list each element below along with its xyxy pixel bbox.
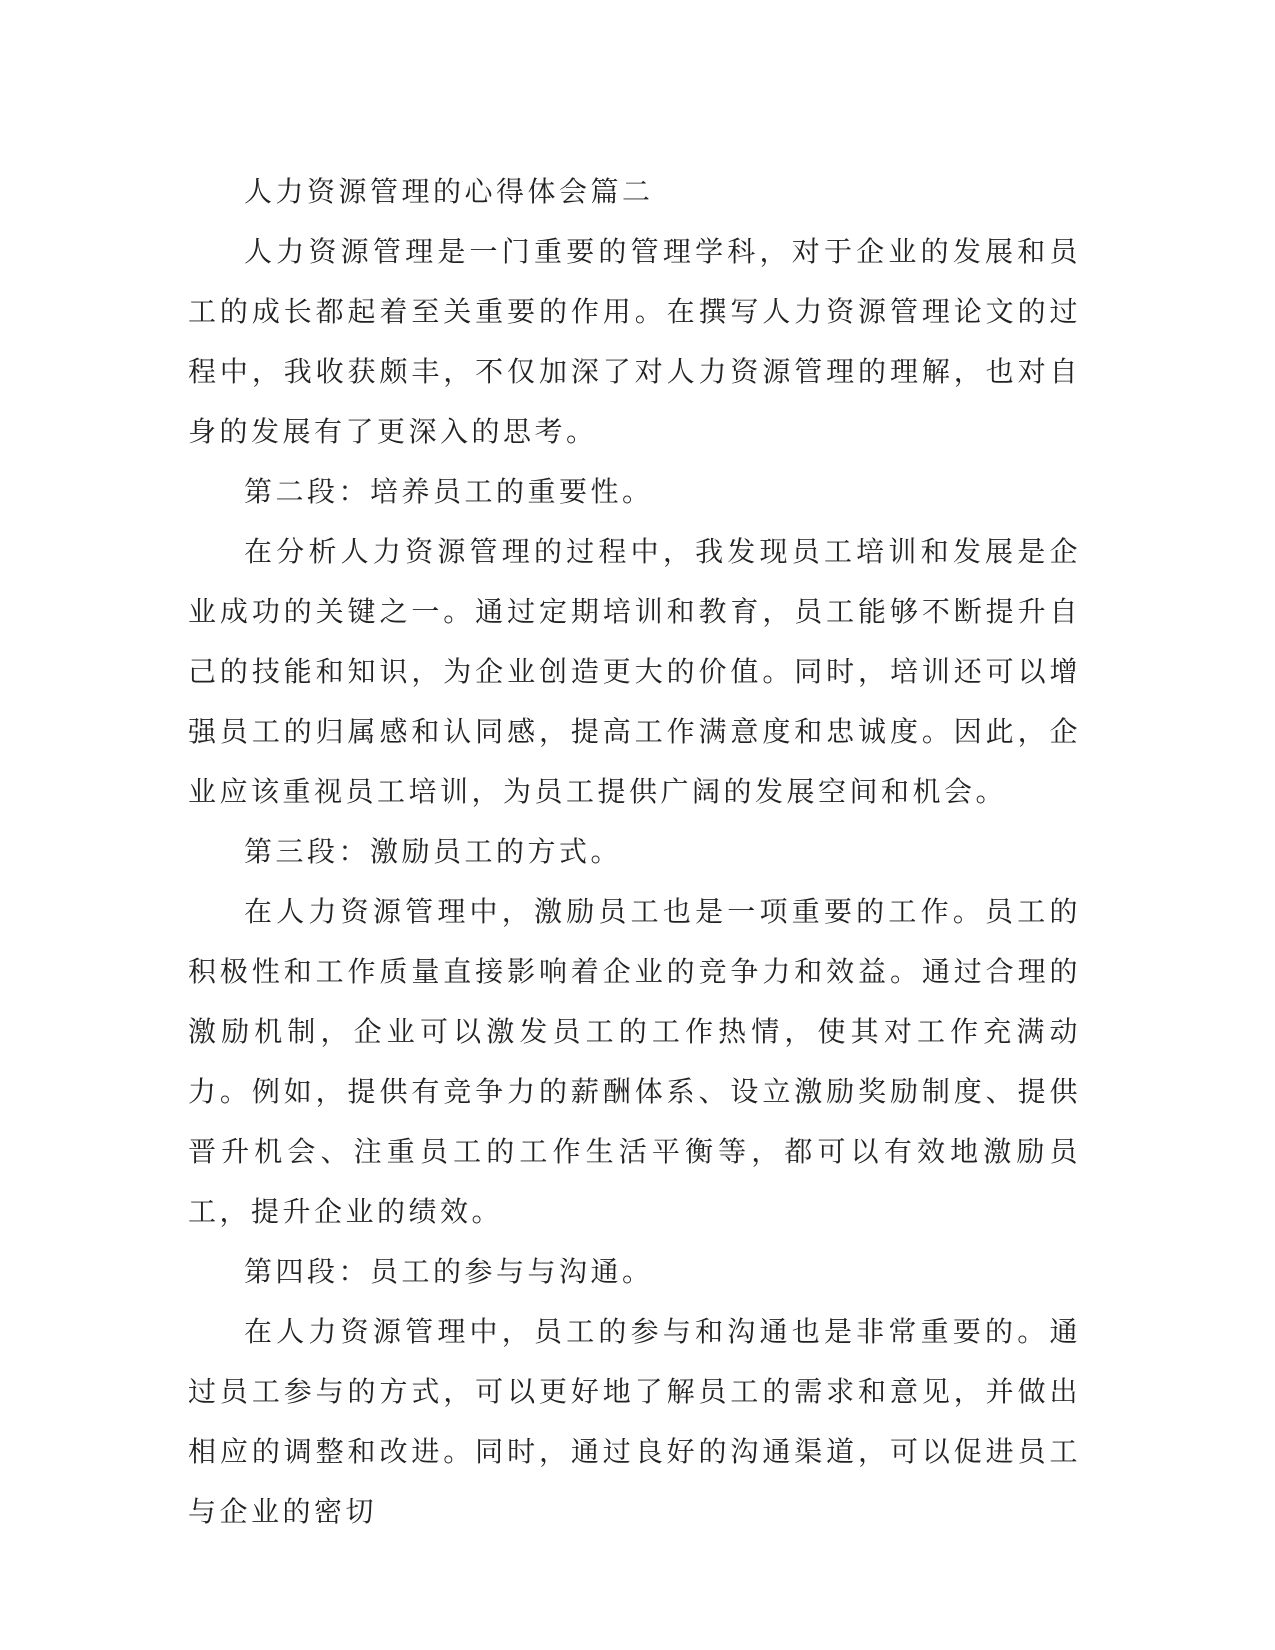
- section-heading-3: 第三段：激励员工的方式。: [244, 835, 623, 868]
- paragraph-intro: 人力资源管理是一门重要的管理学科，对于企业的发展和员工的成长都起着至关重要的作用。在撰写人力资源管理论文的过程中，我收获颇丰，不仅加深了对人力资源管理的理解，也对自身的发展有了更深入的思考。: [188, 235, 1081, 448]
- paragraph-motivation: 在人力资源管理中，激励员工也是一项重要的工作。员工的积极性和工作质量直接影响着企业的竞争力和效益。通过合理的激励机制，企业可以激发员工的工作热情，使其对工作充满动力。例如，提供有竞争力的薪酬体系、设立激励奖励制度、提供晋升机会、注重员工的工作生活平衡等，都可以有效地激励员工，提升企业的绩效。: [188, 895, 1081, 1228]
- paragraph-communication: 在人力资源管理中，员工的参与和沟通也是非常重要的。通过员工参与的方式，可以更好地了解员工的需求和意见，并做出相应的调整和改进。同时，通过良好的沟通渠道，可以促进员工与企业的密切: [188, 1315, 1081, 1528]
- paragraph-training: 在分析人力资源管理的过程中，我发现员工培训和发展是企业成功的关键之一。通过定期培训和教育，员工能够不断提升自己的技能和知识，为企业创造更大的价值。同时，培训还可以增强员工的归属感和认同感，提高工作满意度和忠诚度。因此，企业应该重视员工培训，为员工提供广阔的发展空间和机会。: [188, 535, 1081, 808]
- section-heading-4: 第四段：员工的参与与沟通。: [244, 1255, 654, 1288]
- section-heading-2: 第二段：培养员工的重要性。: [244, 475, 654, 508]
- document-title: 人力资源管理的心得体会篇二: [244, 175, 654, 208]
- document-body: [188, 162, 1081, 1542]
